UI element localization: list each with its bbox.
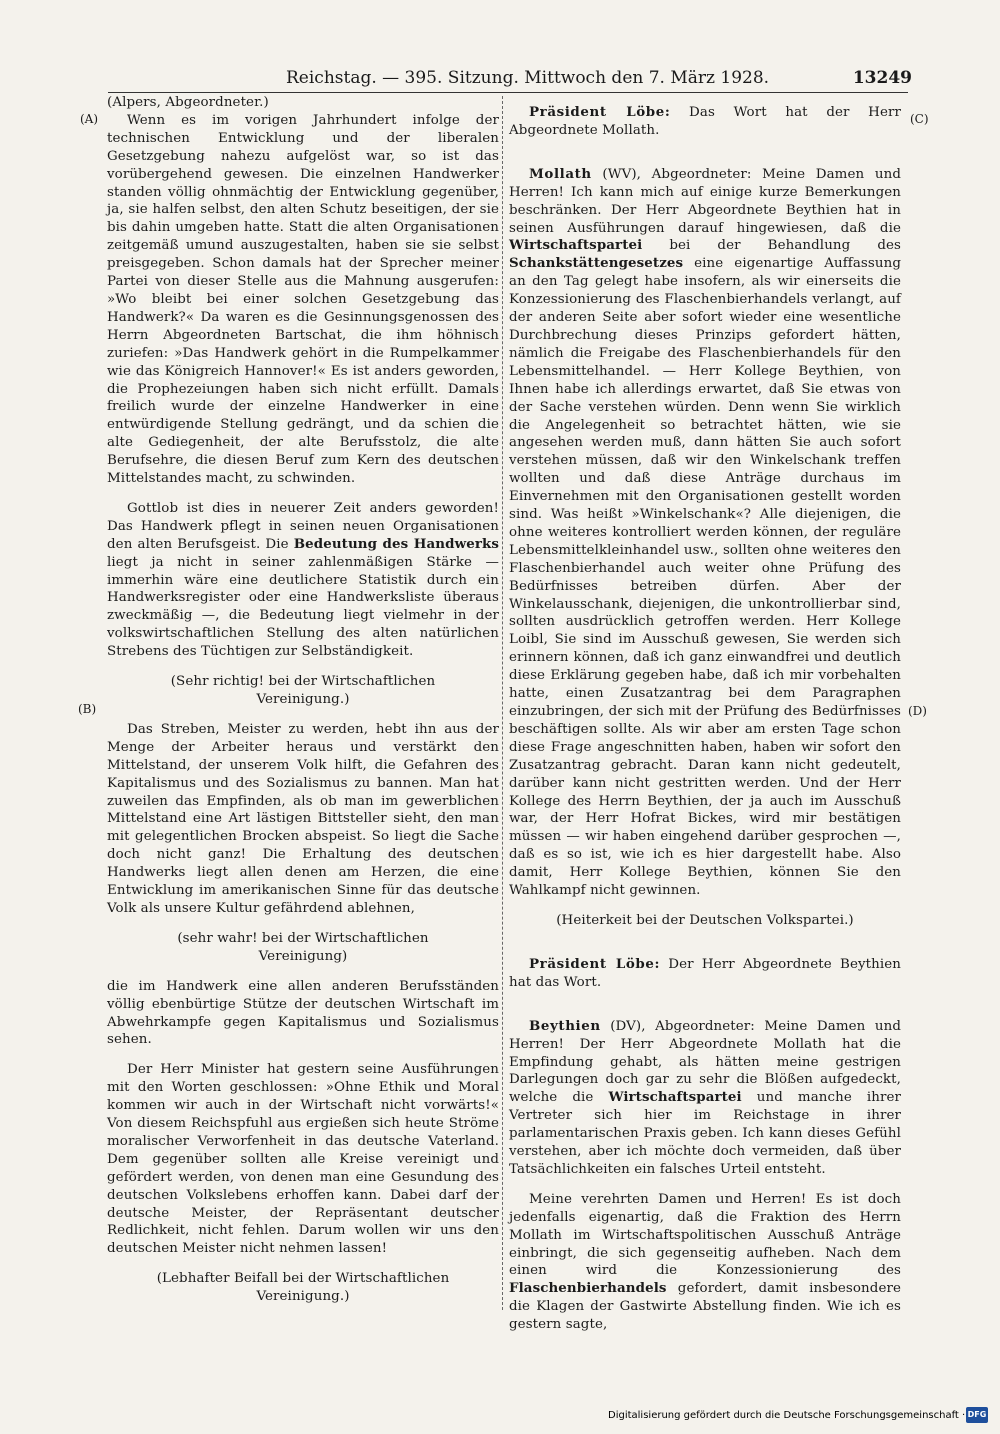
paragraph: Der Herr Minister hat gestern seine Ausführungen mit den Worten geschlossen: »Ohne Ethik und Moral kommen wir auch in der Wirtschaft nicht vorwärts!« Von diesem Reichspfuhl aus ergießen sich heute Ströme moralischer Verworfenheit in das deutsche Vaterland. Dem gegenüber sollten alle Kreise vereinigt und gefördert werden, von denen man eine Gesundung des deutschen Volkslebens erhoffen kann. Dabei darf der deutsche Meister, der Repräsentant deutscher Redlichkeit, nicht fehlen. Darum wollen wir uns den deutschen Meister nicht nehmen lassen!: [107, 1062, 499, 1257]
paragraph: Beythien (DV), Abgeordneter: Meine Damen und Herren! Der Herr Abgeordnete Mollath hat die Empfindung gehabt, als hätten meine gestrigen Darlegungen doch gar zu sehr die Blößen aufgedeckt, welche die Wirtschaftspartei und manche ihrer Vertreter sich hier im Reichstage in ihrer parlamentarischen Praxis geben. Ich kann dieses Gefühl verstehen, aber ich möchte doch vermeiden, daß über Tatsächlichkeiten ein falsches Urteil entsteht.: [509, 1017, 902, 1177]
speaker-line: (Alpers, Abgeordneter.): [107, 95, 269, 110]
margin-mark-c: (C): [910, 112, 929, 126]
paragraph: Meine verehrten Damen und Herren! Es ist doch jedenfalls eigenartig, daß die Fraktion des Herrn Mollath im Wirtschaftspolitischen Ausschuß Anträge einbringt, die sich gegenseitig aufheben. Nach dem einen wird die Konzessionierung des Flaschenbierhandels gefordert, damit insbesondere die Klagen der Gastwirte Abstellung finden. Wie ich es gestern sagte,: [509, 1191, 901, 1333]
emphasis: Bedeutung des Handwerks: [293, 535, 499, 552]
interjection: (Lebhafter Beifall bei der Wirtschaftlichen Vereinigung.): [156, 1271, 450, 1305]
paragraph: Gottlob ist dies in neuerer Zeit anders geworden! Das Handwerk pflegt in seinen neuen Organisationen den alten Berufsgeist. Die Bedeutung des Handwerks liegt ja nicht in seiner zahlenmäßigen Stärke — immerhin wäre eine deutlichere Statistik durch ein Handwerksregister oder eine Handwerksliste überaus zweckmäßig —, die Bedeutung liegt vielmehr in der volkswirtschaftlichen Stellung des alten natürlichen Strebens des Tüchtigen zur Selbständigkeit.: [107, 500, 499, 660]
header-rule: [108, 92, 908, 93]
margin-mark-d: (D): [908, 704, 927, 718]
emphasis: Wirtschaftspartei: [608, 1089, 742, 1106]
speaker-continuation: [107, 94, 499, 112]
paragraph: Präsident Löbe: Der Herr Abgeordnete Beythien hat das Wort.: [509, 955, 901, 990]
page-number: 13249: [852, 68, 912, 88]
paragraph: Das Streben, Meister zu werden, hebt ihn aus der Menge der Arbeiter heraus und verstärkt den Mittelstand, der unserem Volk hilft, die Gefahren des Kapitalismus und des Sozialismus zu bannen. Man hat zuweilen das Empfinden, als ob man im gewerblichen Mittelstand eine Art lästigen Bittsteller sieht, den man mit gelegentlichen Brocken abspeist. So liegt die Sache doch nicht ganz! Die Erhaltung des deutschen Handwerks liegt allen denen am Herzen, die eine Entwicklung im amerikanischen Sinne für das deutsche Volk als unsere Kultur gefährdend ablehnen,: [107, 721, 499, 916]
margin-mark-b: (B): [78, 702, 97, 716]
emphasis: Schankstättengesetzes: [509, 255, 684, 272]
interjection: (Sehr richtig! bei der Wirtschaftlichen Vereinigung.): [170, 674, 436, 707]
speaker-name: Präsident Löbe:: [529, 104, 671, 120]
margin-mark-a: (A): [80, 112, 99, 126]
interjection: (sehr wahr! bei der Wirtschaftlichen Vereinigung): [177, 930, 429, 964]
paragraph: Wenn es im vorigen Jahrhundert infolge der technischen Entwicklung und der liberalen Gesetzgebung nahezu aufgelöst war, so ist das vorübergehend gewesen. Die einzelnen Handwerker standen völlig ohnmächtig der Entwicklung gegenüber, ja, sie halfen selbst, den alten Schutz beseitigen, der sie bis dahin umgeben hatte. Statt die alten Organisationen zeitgemäß umund auszugestalten, haben sie sie selbst preisgegeben. Schon damals hat der Sprecher meiner Partei von dieser Stelle aus die Mahnung ausgerufen: »Wo bleibt bei einer solchen Gesetzgebung das Handwerk?« Da waren es die Gesinnungsgenossen des Herrn Abgeordneten Bartschat, die ihm höhnisch zuriefen: »Das Handwerk gehört in die Rumpelkammer wie das Königreich Hannover!« Es ist anders geworden, die Prophezeiungen haben sich nicht erfüllt. Damals freilich wurde der einzelne Handwerker in eine entwürdigende Stellung gedrängt, und da schien die alte Gediegenheit, der alte Berufsstolz, die alte Berufsehre, die diesen Beruf zum Kern des deutschen Mittelstandes macht, zu schwinden.: [107, 112, 499, 487]
interjection: (Heiterkeit bei der Deutschen Volkspartei.): [556, 912, 854, 928]
speaker-name: Präsident Löbe:: [529, 955, 660, 972]
speaker-name: Mollath: [529, 165, 592, 182]
paragraph: Präsident Löbe: Das Wort hat der Herr Abgeordnete Mollath.: [509, 104, 901, 138]
emphasis: Flaschenbierhandels: [509, 1280, 667, 1297]
dfg-logo: DFG: [966, 1407, 988, 1423]
right-column: [509, 94, 902, 1333]
column-divider: [502, 96, 503, 1310]
page-header: [108, 66, 912, 90]
left-column: [107, 94, 499, 1312]
speaker-name: Beythien: [529, 1017, 601, 1034]
paragraph: die im Handwerk eine allen anderen Berufsständen völlig ebenbürtige Stütze der deutschen Wirtschaft im Abwehrkampfe gegen Kapitalismus und Sozialismus sehen.: [107, 978, 499, 1048]
emphasis: Wirtschaftspartei: [509, 237, 643, 254]
digitization-credit: Digitalisierung gefördert durch die Deutsche Forschungsgemeinschaft ·: [608, 1410, 966, 1421]
running-title: Reichstag. — 395. Sitzung. Mittwoch den 7. März 1928.: [286, 68, 770, 88]
paragraph: Mollath (WV), Abgeordneter: Meine Damen und Herren! Ich kann mich auf einige kurze Bemerkungen beschränken. Der Herr Abgeordnete Beythien hat in seinen Ausführungen darauf hingewiesen, daß die Wirtschaftspartei bei der Behandlung des Schankstättengesetzes eine eigenartige Auffassung an den Tag gelegt habe insofern, als wir einerseits die Konzessionierung des Flaschenbierhandels verlangt, auf der anderen Seite aber sofort wieder eine wesentliche Durchbrechung dieses Prinzips gefordert hätten, nämlich die Freigabe des Flaschenbierhandels für den Lebensmittelhandel. — Herr Kollege Beythien, von Ihnen habe ich allerdings erwartet, daß Sie etwas von der Sache verstehen würden. Denn wenn Sie wirklich die Angelegenheit so betrachtet hätten, wie sie angesehen werden muß, dann hätten Sie auch sofort verstehen müssen, daß wir den Winkelschank treffen wollten und daß diese Anträge durchaus im Einvernehmen mit den Organisationen gestellt worden sind. Was heißt »Winkelschank«? Alle diejenigen, die ohne weiteres kontrolliert werden können, der reguläre Lebensmittelkleinhandel usw., sollten ohne weiteres den Flaschenbierhandel auch weiter ohne Prüfung des Bedürfnisses betreiben dürfen. Aber der Winkelausschank, diejenigen, die unkontrollierbar sind, sollten ausdrücklich getroffen werden. Herr Kollege Loibl, Sie sind im Ausschuß gewesen, Sie werden sich erinnern können, daß ich ganz einwandfrei und deutlich diese Erklärung gegeben habe, daß ich mir vorbehalten hatte, einen Zusatzantrag bei dem Paragraphen einzubringen, der sich mit der Prüfung des Bedürfnisses beschäftigen sollte. Als wir aber am ersten Tage schon diese Frage angeschnitten haben, haben wir sofort den Zusatzantrag gebracht. Daran kann nicht gedeutelt, darüber kann nicht gestritten werden. Und der Herr Kollege des Herrn Beythien, der ja auch im Ausschuß war, der Herr Hofrat Bickes, wird mir bestätigen müssen — wir haben eingehend darüber gesprochen —, daß es so ist, wie ich es hier dargestellt habe. Also damit, Herr Kollege Beythien, können Sie den Wahlkampf nicht gewinnen.: [509, 165, 901, 899]
